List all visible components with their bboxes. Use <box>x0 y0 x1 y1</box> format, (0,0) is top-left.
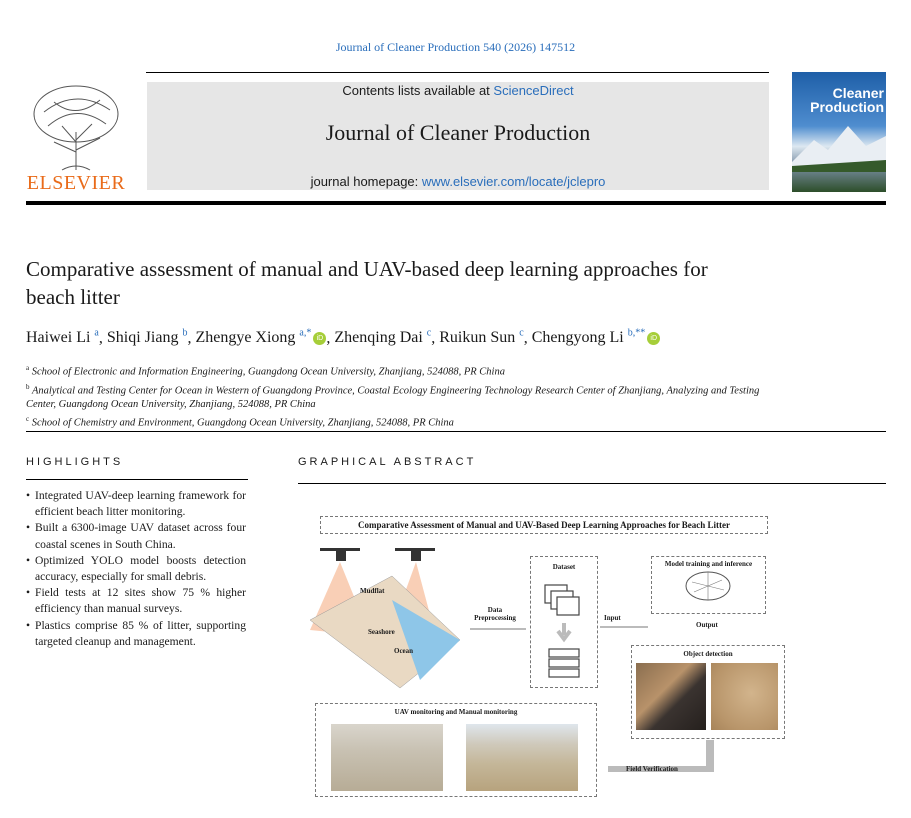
detection-photo <box>636 663 706 730</box>
data-preprocessing-label: Data Preprocessing <box>474 606 516 622</box>
field-verification-label: Field Verification <box>626 765 678 773</box>
affiliation: $^a$ School of Electronic and Information Engineering, Guangdong Ocean University, Zhanjiang, 524088, PR China <box>26 364 505 378</box>
publisher-name: ELSEVIER <box>26 172 126 194</box>
input-label: Input <box>604 614 621 622</box>
ocean-label: Ocean <box>394 647 414 655</box>
homepage-line: journal homepage: www.elsevier.com/locate/jclepro <box>310 174 606 189</box>
cover-title: Cleaner Production <box>810 85 884 115</box>
output-label: Output <box>696 621 718 629</box>
affiliation: $^b$ Analytical and Testing Center for Ocean in Western of Guangdong Province, Coastal Ecology Engineering Technology Research Center of Zhanjiang, Analyzing and Testing Center, Guangdong Ocean University, Zhanjiang, 524088, PR China <box>26 382 760 410</box>
graphical-abstract-title: Comparative Assessment of Manual and UAV-Based Deep Learning Approaches for Beach Litter <box>320 516 768 534</box>
affiliations <box>26 361 786 431</box>
sciencedirect-link[interactable]: ScienceDirect <box>493 83 574 98</box>
affiliation: $^c$ School of Chemistry and Environment, Guangdong Ocean University, Zhanjiang, 524088, PR China <box>26 415 454 429</box>
uav-terrain-illustration <box>300 540 470 690</box>
journal-cover[interactable] <box>792 72 886 192</box>
highlight-item: • Built a 6300-image UAV dataset across four coastal scenes in South China. <box>26 520 246 552</box>
highlight-item: • Integrated UAV-deep learning framework for efficient beach litter monitoring. <box>26 488 246 520</box>
highlights-rule <box>26 479 248 480</box>
dataset-box <box>530 556 598 688</box>
section-rule <box>26 431 886 432</box>
seashore-label: Seashore <box>368 628 395 636</box>
arrow <box>470 628 526 630</box>
detection-photo <box>711 663 778 730</box>
highlight-item: • Field tests at 12 sites show 75 % higher efficiency than manual surveys. <box>26 585 246 617</box>
highlights-list <box>26 488 246 650</box>
model-box <box>651 556 766 614</box>
journal-citation[interactable]: Journal of Cleaner Production 540 (2026) 147512 <box>335 40 576 54</box>
author-list: Haiwei Li $^a$, Shiqi Jiang $^b$, Zhengye Xiong $^{a,*}$ iD , Zhenqing Dai $^c$, Ruikun Sun $^c$, Chengyong Li $^{b,**}$ iD <box>26 328 886 347</box>
highlight-item: • Optimized YOLO model boosts detection accuracy, especially for small debris. <box>26 553 246 585</box>
model-training-label: Model training and inference <box>664 560 753 568</box>
mountain-image <box>792 122 886 172</box>
author[interactable]: Zhengye Xiong $^{a,*}$ iD <box>195 329 326 346</box>
header-thick-rule <box>26 201 886 205</box>
manual-monitoring-photo <box>466 724 578 791</box>
mudflat-label: Mudflat <box>360 587 385 595</box>
author[interactable]: Zhenqing Dai $^c$ <box>334 328 432 347</box>
article-title: Comparative assessment of manual and UAV-based deep learning approaches for beach litter <box>26 257 708 309</box>
contents-line: Contents lists available at ScienceDirect <box>342 83 574 98</box>
highlights-heading: HIGHLIGHTS <box>26 456 124 468</box>
author[interactable]: Shiqi Jiang $^b$ <box>106 328 188 347</box>
brain-network-icon <box>652 568 765 608</box>
arrow <box>600 626 648 628</box>
orcid-icon[interactable]: iD <box>647 332 660 345</box>
graphical-abstract-rule <box>298 483 886 484</box>
author[interactable]: Haiwei Li $^a$ <box>26 328 99 347</box>
author[interactable]: Ruikun Sun $^c$ <box>439 328 524 347</box>
author[interactable]: Chengyong Li $^{b,**}$ iD <box>532 329 661 346</box>
object-detection-label: Object detection <box>683 650 733 658</box>
uav-monitoring-photo <box>331 724 443 791</box>
homepage-link[interactable]: www.elsevier.com/locate/jclepro <box>421 174 606 189</box>
orcid-icon[interactable]: iD <box>313 332 326 345</box>
dataset-label: Dataset <box>552 563 576 571</box>
journal-title: Journal of Cleaner Production <box>325 120 591 145</box>
graphical-abstract-heading: GRAPHICAL ABSTRACT <box>298 456 477 468</box>
header-rule <box>146 72 769 73</box>
dataset-icons <box>531 571 597 681</box>
uav-manual-label: UAV monitoring and Manual monitoring <box>394 708 518 716</box>
highlight-item: • Plastics comprise 85 % of litter, supporting targeted cleanup and management. <box>26 618 246 650</box>
